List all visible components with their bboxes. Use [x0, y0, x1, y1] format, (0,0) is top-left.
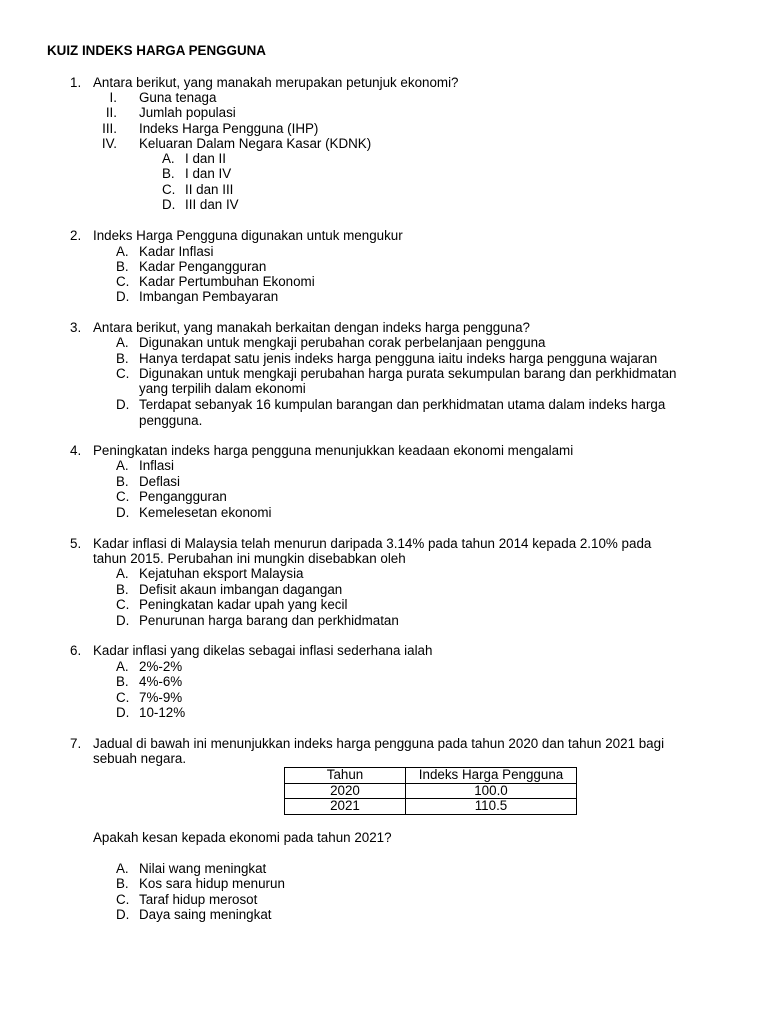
option-text: Kadar Pengangguran [139, 259, 267, 274]
option-letter: B. [116, 474, 129, 489]
option-text: Pengangguran [139, 489, 227, 504]
option-letter: A. [116, 861, 129, 876]
table-row [285, 799, 577, 815]
statement-text: Keluaran Dalam Negara Kasar (KDNK) [139, 136, 372, 151]
question-number: 3. [70, 320, 82, 335]
option-letter: C. [116, 366, 130, 381]
option-letter: C. [116, 489, 130, 504]
option-text: Penurunan harga barang dan perkhidmatan [139, 613, 399, 628]
followup-question-text: Apakah kesan kepada ekonomi pada tahun 2021? [93, 830, 392, 845]
option-letter: B. [116, 582, 129, 597]
option-text: Kemelesetan ekonomi [139, 505, 272, 520]
option-text: Defisit akaun imbangan dagangan [139, 582, 343, 597]
option-text: II dan III [185, 182, 234, 197]
option-text: I dan II [185, 151, 226, 166]
question-text: Peningkatan indeks harga pengguna menunjukkan keadaan ekonomi mengalami [93, 443, 574, 458]
option-letter: D. [116, 613, 130, 628]
question-text: Antara berikut, yang manakah merupakan petunjuk ekonomi? [93, 75, 459, 90]
option-text: Daya saing meningkat [139, 907, 272, 922]
option-letter: C. [116, 892, 130, 907]
option-text: Kejatuhan eksport Malaysia [139, 566, 304, 581]
question-text: Indeks Harga Pengguna digunakan untuk mengukur [93, 228, 403, 243]
option-text: 10-12% [139, 705, 186, 720]
option-letter: D. [116, 289, 130, 304]
option-letter: B. [116, 674, 129, 689]
table-row [285, 783, 577, 799]
question-text: Kadar inflasi yang dikelas sebagai inflasi sederhana ialah [93, 643, 433, 658]
document-title: KUIZ INDEKS HARGA PENGGUNA [47, 43, 266, 58]
option-letter: C. [116, 274, 130, 289]
option-text: 7%-9% [139, 690, 183, 705]
option-text: Taraf hidup merosot [139, 892, 258, 907]
question-text-continuation: sebuah negara. [93, 751, 187, 766]
option-text: 2%-2% [139, 659, 183, 674]
option-letter: A. [116, 335, 129, 350]
option-text-continuation: pengguna. [139, 413, 203, 428]
question-number: 1. [70, 75, 82, 90]
option-text: Kos sara hidup menurun [139, 876, 285, 891]
question-text: Antara berikut, yang manakah berkaitan dengan indeks harga pengguna? [93, 320, 531, 335]
option-text: I dan IV [185, 166, 232, 181]
option-text: Peningkatan kadar upah yang kecil [139, 597, 348, 612]
option-letter: A. [116, 566, 129, 581]
option-letter: D. [162, 197, 176, 212]
option-text: Digunakan untuk mengkaji perubahan harga purata sekumpulan barang dan perkhidmatan [139, 366, 677, 381]
table-cell: 2020 [285, 783, 406, 799]
option-text: Inflasi [139, 458, 174, 473]
table-header-cell: Tahun [285, 768, 406, 784]
question-text: Jadual di bawah ini menunjukkan indeks harga pengguna pada tahun 2020 dan tahun 2021 bagi [93, 736, 665, 751]
option-letter: C. [162, 182, 176, 197]
table-cell: 2021 [285, 799, 406, 815]
statement-number: III. [102, 121, 117, 136]
statement-number: IV. [101, 136, 117, 151]
question-number: 2. [70, 228, 82, 243]
option-letter: B. [116, 259, 129, 274]
statement-number: II. [105, 105, 117, 120]
option-letter: A. [116, 244, 129, 259]
option-letter: D. [116, 397, 130, 412]
table-header-row [285, 768, 577, 784]
option-letter: C. [116, 690, 130, 705]
option-letter: D. [116, 505, 130, 520]
question-number: 7. [70, 736, 82, 751]
option-text: Terdapat sebanyak 16 kumpulan barangan dan perkhidmatan utama dalam indeks harga [139, 397, 666, 412]
statement-text: Jumlah populasi [139, 105, 236, 120]
statement-text: Indeks Harga Pengguna (IHP) [139, 121, 319, 136]
option-text: Nilai wang meningkat [139, 861, 267, 876]
option-text: 4%-6% [139, 674, 183, 689]
option-letter: A. [162, 151, 175, 166]
question-text: Kadar inflasi di Malaysia telah menurun daripada 3.14% pada tahun 2014 kepada 2.10% pada [93, 536, 652, 551]
statement-text: Guna tenaga [139, 90, 217, 105]
option-letter: A. [116, 659, 129, 674]
question-number: 5. [70, 536, 82, 551]
option-text: Digunakan untuk mengkaji perubahan corak perbelanjaan pengguna [139, 335, 546, 350]
statement-number: I. [109, 90, 117, 105]
option-letter: B. [116, 351, 129, 366]
price-index-table [284, 767, 577, 815]
table-cell: 100.0 [406, 783, 577, 799]
option-text: Kadar Inflasi [139, 244, 214, 259]
question-number: 6. [70, 643, 82, 658]
table-header-cell: Indeks Harga Pengguna [406, 768, 577, 784]
question-number: 4. [70, 443, 82, 458]
option-letter: D. [116, 705, 130, 720]
option-text: Kadar Pertumbuhan Ekonomi [139, 274, 315, 289]
option-letter: B. [116, 876, 129, 891]
option-letter: A. [116, 458, 129, 473]
table-cell: 110.5 [406, 799, 577, 815]
option-text: Hanya terdapat satu jenis indeks harga pengguna iaitu indeks harga pengguna wajaran [139, 351, 658, 366]
option-letter: B. [162, 166, 175, 181]
option-letter: C. [116, 597, 130, 612]
option-letter: D. [116, 907, 130, 922]
option-text: III dan IV [185, 197, 239, 212]
option-text: Deflasi [139, 474, 180, 489]
option-text-continuation: yang terpilih dalam ekonomi [139, 381, 306, 396]
question-text-continuation: tahun 2015. Perubahan ini mungkin disebabkan oleh [93, 551, 406, 566]
option-text: Imbangan Pembayaran [139, 289, 279, 304]
